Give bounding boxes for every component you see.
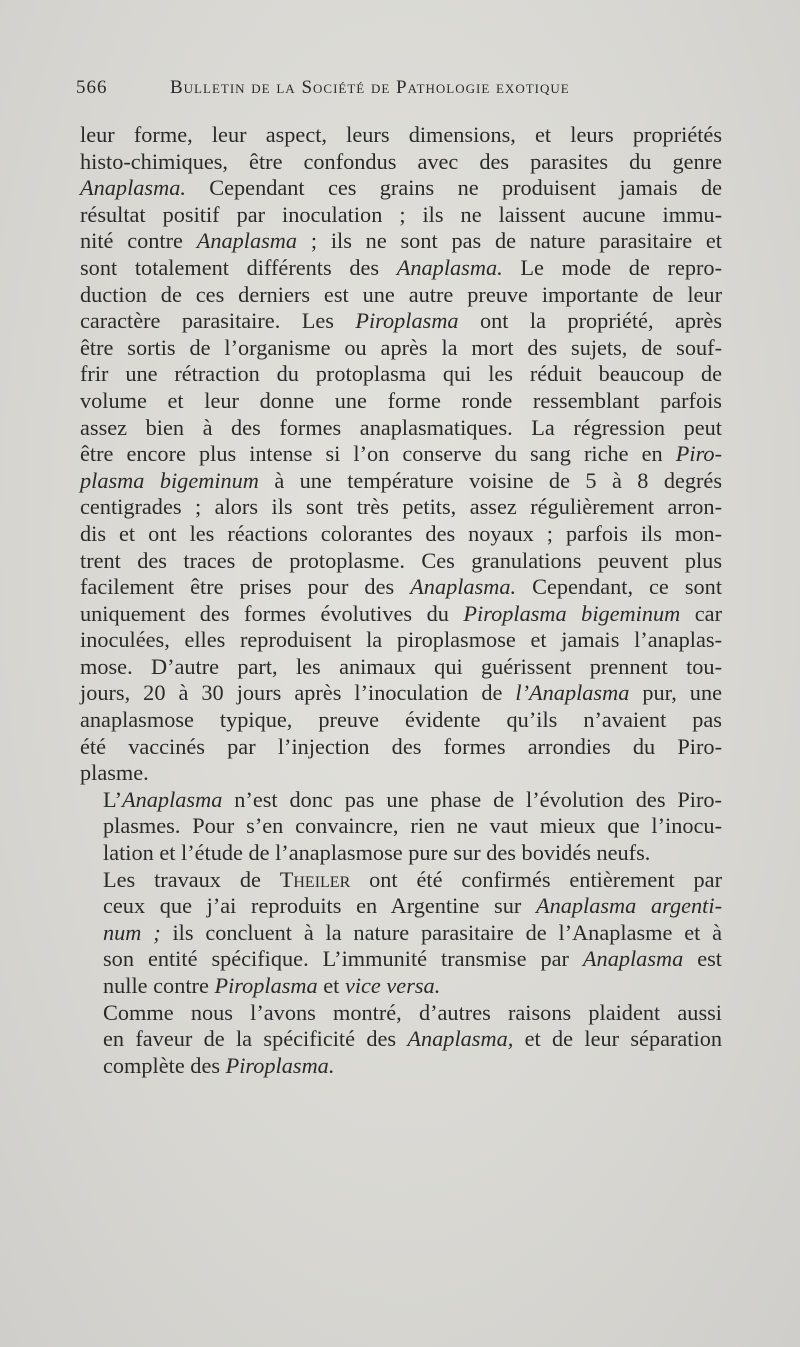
text-segment: été vaccinés par l’injection des formes arrondies du Piro- xyxy=(80,733,722,759)
text-segment: son entité spécifique. L’immunité transmise par xyxy=(103,946,583,972)
italic-text: vice versa. xyxy=(344,973,441,998)
text-line xyxy=(80,760,722,787)
text-segment: pur, une xyxy=(629,680,723,706)
text-line xyxy=(80,840,722,867)
text-segment: volume et leur donne une forme ronde ressemblant parfois xyxy=(80,387,722,413)
text-line xyxy=(80,973,722,1000)
text-line xyxy=(80,228,722,255)
text-segment: complète des xyxy=(103,1052,226,1078)
author-name: Theiler xyxy=(279,866,351,892)
text-line xyxy=(80,601,722,628)
italic-text: Anaplasma argenti- xyxy=(535,893,722,919)
text-line xyxy=(80,415,722,442)
italic-text: Anaplasma xyxy=(582,946,684,972)
text-segment: ceux que j’ai reproduits en Argentine sur xyxy=(103,893,536,919)
page-header xyxy=(76,77,726,107)
paragraph xyxy=(80,787,722,867)
text-line xyxy=(80,255,722,282)
text-segment: plasme. xyxy=(80,760,149,786)
text-line xyxy=(80,787,722,814)
text-segment: assez bien à des formes anaplasmatiques. La régression peut xyxy=(80,414,722,440)
text-segment: sont totalement différents des xyxy=(80,254,397,280)
text-segment: ont la propriété, après xyxy=(458,308,722,334)
text-segment: frir une rétraction du protoplasma qui les réduit beaucoup de xyxy=(80,361,722,387)
text-line xyxy=(80,388,722,415)
text-segment: à une température voisine de 5 à 8 degrés xyxy=(258,467,723,493)
text-segment: caractère parasitaire. Les xyxy=(80,308,356,334)
text-segment: être sortis de l’organisme ou après la mort des sujets, de souf- xyxy=(80,334,722,360)
text-line xyxy=(80,361,722,388)
paragraph xyxy=(80,1000,722,1080)
italic-text: Piroplasma bigeminum xyxy=(463,600,681,626)
text-line xyxy=(80,548,722,575)
text-segment: Cependant, ce sont xyxy=(516,574,723,600)
text-segment: mose. D’autre part, les animaux qui guérissent prennent tou- xyxy=(80,653,722,679)
text-segment: uniquement des formes évolutives du xyxy=(80,600,464,626)
text-segment: Les travaux de xyxy=(103,866,280,892)
text-line xyxy=(80,468,722,495)
paragraph xyxy=(80,122,722,787)
italic-text: Anaplasma xyxy=(122,786,223,812)
text-segment: Le mode de repro- xyxy=(502,254,722,280)
text-line xyxy=(80,1053,722,1080)
italic-text: Anaplasma. xyxy=(410,574,517,600)
text-line xyxy=(80,893,722,920)
text-segment: nulle contre xyxy=(103,973,215,998)
text-segment: trent des traces de protoplasme. Ces granulations peuvent plus xyxy=(80,547,722,573)
text-line xyxy=(80,175,722,202)
italic-text: Anaplasma xyxy=(196,228,298,254)
text-line xyxy=(80,946,722,973)
text-line xyxy=(80,707,722,734)
text-line xyxy=(80,680,722,707)
italic-text: num ; xyxy=(103,919,161,945)
text-line xyxy=(80,920,722,947)
page-number: 566 xyxy=(76,77,108,98)
text-segment: dis et ont les réactions colorantes des noyaux ; parfois ils mon- xyxy=(80,520,722,546)
text-line xyxy=(80,1000,722,1027)
text-line xyxy=(80,521,722,548)
text-segment: et de leur séparation xyxy=(513,1026,722,1052)
text-line xyxy=(80,1026,722,1053)
text-segment: leur forme, leur aspect, leurs dimensions, et leurs propriétés xyxy=(80,122,722,147)
text-segment: plasmes. Pour s’en convaincre, rien ne vaut mieux que l’inocu- xyxy=(103,813,722,839)
text-segment: facilement être prises pour des xyxy=(80,574,411,600)
italic-text: Piro- xyxy=(675,441,722,467)
text-segment: ont été confirmés entièrement par xyxy=(350,866,722,892)
text-segment: est xyxy=(683,946,723,972)
text-segment: histo-chimiques, être confondus avec des parasites du genre xyxy=(80,148,722,174)
text-line xyxy=(80,335,722,362)
text-segment: ; ils ne sont pas de nature parasitaire et xyxy=(297,228,722,254)
text-segment: Cependant ces grains ne produisent jamais de xyxy=(185,175,722,201)
text-line xyxy=(80,202,722,229)
italic-text: Anaplasma. xyxy=(396,254,503,280)
text-segment: duction de ces derniers est une autre preuve importante de leur xyxy=(80,281,722,307)
italic-text: Piroplasma. xyxy=(225,1052,335,1078)
text-line xyxy=(80,654,722,681)
italic-text: Piroplasma xyxy=(355,308,459,334)
italic-text: Anaplasma. xyxy=(80,175,186,201)
text-line xyxy=(80,441,722,468)
text-line xyxy=(80,122,722,149)
text-line xyxy=(80,867,722,894)
text-line xyxy=(80,574,722,601)
italic-text: Piroplasma xyxy=(214,973,318,998)
text-segment: nité contre xyxy=(80,228,197,254)
text-segment: en faveur de la spécificité des xyxy=(103,1026,408,1052)
italic-text: l’Anaplasma xyxy=(515,680,630,706)
text-line xyxy=(80,308,722,335)
text-segment: jours, 20 à 30 jours après l’inoculation de xyxy=(80,680,516,706)
text-segment: anaplasmose typique, preuve évidente qu’ils n’avaient pas xyxy=(80,707,722,733)
text-line xyxy=(80,149,722,176)
text-segment: lation et l’étude de l’anaplasmose pure sur des bovidés neufs. xyxy=(103,840,651,866)
text-line xyxy=(80,813,722,840)
text-segment: Comme nous l’avons montré, d’autres raisons plaident aussi xyxy=(103,999,722,1025)
text-segment: L’ xyxy=(103,786,122,812)
text-segment: résultat positif par inoculation ; ils ne laissent aucune immu- xyxy=(80,201,722,227)
text-line xyxy=(80,282,722,309)
text-segment: inoculées, elles reproduisent la piroplasmose et jamais l’anaplas- xyxy=(80,627,722,653)
body-text xyxy=(80,122,722,1079)
text-line xyxy=(80,734,722,761)
text-line xyxy=(80,494,722,521)
italic-text: plasma bigeminum xyxy=(80,467,259,493)
paragraph xyxy=(80,867,722,1000)
text-segment: n’est donc pas une phase de l’évolution des Piro- xyxy=(222,786,722,812)
italic-text: Anaplasma, xyxy=(407,1026,514,1052)
text-segment: centigrades ; alors ils sont très petits, assez régulièrement arron- xyxy=(80,494,722,520)
text-segment: être encore plus intense si l’on conserve du sang riche en xyxy=(80,441,676,467)
text-line xyxy=(80,627,722,654)
text-segment: car xyxy=(680,600,722,626)
text-segment: et xyxy=(317,973,345,998)
text-segment: ils concluent à la nature parasitaire de l’Anaplasme et à xyxy=(160,919,722,945)
running-title: Bulletin de la Société de Pathologie exotique xyxy=(170,77,570,98)
